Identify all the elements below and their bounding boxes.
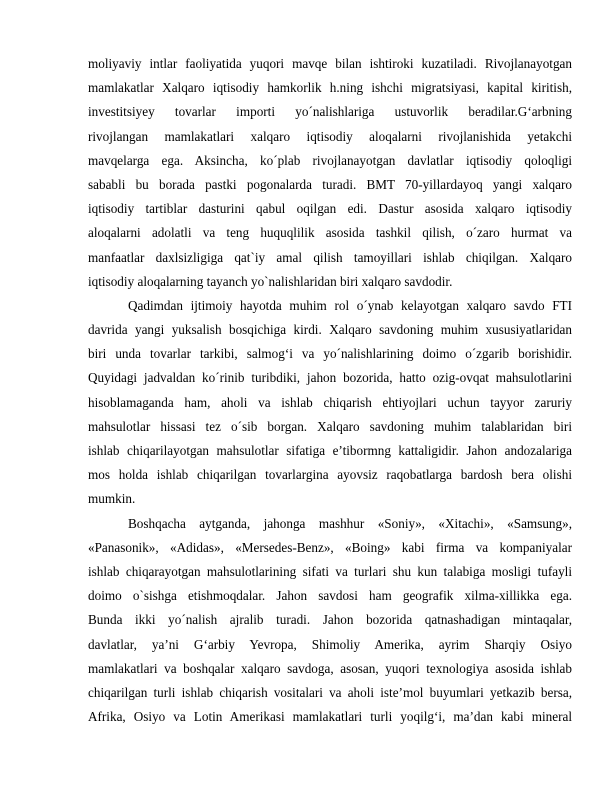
text-line: investitsiyey tovarlar importi yo´nalishlariga ustuvorlik beradilar.G‘arbning [88, 104, 572, 120]
text-line: iqtisodiy aloqalarning tayanch yo`nalishlaridan biri xalqaro savdodir. [88, 273, 453, 289]
text-line: moliyaviy intlar faoliyatida yuqori mavqe bilan ishtiroki kuzatiladi. Rivojlanayotgan [88, 56, 572, 71]
text-line: Afrika, Osiyo va Lotin Amerikasi mamlakatlari turli yoqilg‘i, ma’dan kabi mineral [88, 709, 572, 725]
text-line: Bunda ikki yo´nalish ajralib turadi. Jahon bozorida qatnashadigan mintaqalar, [88, 612, 572, 628]
text-line: Boshqacha aytganda, jahonga mashhur «Soniy», «Xitachi», «Samsung», [128, 515, 572, 531]
paragraph-3 [88, 512, 572, 730]
text-line: rivojlangan mamlakatlari xalqaro iqtisodiy aloqalarni rivojlanishida yetakchi [88, 128, 572, 144]
text-line: chiqarilgan turli ishlab chiqarish vositalari va aholi iste’mol buyumlari yetkazib bersa, [88, 684, 572, 700]
text-line: biri unda tovarlar tarkibi, salmog‘i va yo´nalishlarining doimo o´zgarib borishidir. [88, 346, 572, 362]
text-line: davrida yangi yuksalish bosqichiga kirdi. Xalqaro savdoning muhim xususiyatlaridan [88, 322, 572, 338]
text-line: sababli bu borada pastki pogonalarda turadi. BMT 70-yillardayoq yangi xalqaro [88, 176, 572, 192]
text-line: ishlab chiqarilayotgan mahsulotlar sifatiga e’tibormng kattaligidir. Jahon andozalariga [88, 443, 572, 458]
document-body-text [88, 52, 572, 729]
paragraph-1 [88, 52, 572, 294]
text-line: «Panasonik», «Adidas», «Mersedes-Benz», «Boing» kabi firma va kompaniyalar [88, 539, 572, 555]
text-line: mumkin. [88, 491, 136, 507]
text-line: Quyidagi jadvaldan ko´rinib turibdiki, jahon bozorida, hatto ozig-ovqat mahsulotlarini [88, 370, 572, 386]
text-line: mahsulotlar hissasi tez o´sib borgan. Xalqaro savdoning muhim talablaridan biri [88, 418, 572, 434]
text-line: ishlab chiqarayotgan mahsulotlarining sifati va turlari shu kun talabiga mosligi tufayli [88, 563, 572, 579]
text-line: mos holda ishlab chiqarilgan tovarlargina ayovsiz raqobatlarga bardosh bera olishi [88, 467, 572, 483]
text-line: Qadimdan ijtimoiy hayotda muhim rol o´ynab kelayotgan xalqaro savdo FTI [128, 297, 572, 313]
text-line: iqtisodiy tartiblar dasturini qabul oqilgan edi. Dastur asosida xalqaro iqtisodiy [88, 201, 572, 217]
text-line: davlatlar, ya’ni G‘arbiy Yevropa, Shimoliy Amerika, ayrim Sharqiy Osiyo [88, 636, 572, 652]
text-line: mamlakatlari va boshqalar xalqaro savdoga, asosan, yuqori texnologiya asosida ishlab [88, 660, 572, 676]
text-line: mavqelarga ega. Aksincha, ko´plab rivojlanayotgan davlatlar iqtisodiy qoloqligi [88, 152, 572, 168]
text-line: mamlakatlar Xalqaro iqtisodiy hamkorlik h.ning ishchi migratsiyasi, kapital kiritish, [88, 80, 572, 96]
text-line: manfaatlar daxlsizligiga qat`iy amal qilish tamoyillari ishlab chiqilgan. Xalqaro [88, 249, 572, 265]
paragraph-2 [88, 294, 572, 512]
text-line: doimo o`sishga etishmoqdalar. Jahon savdosi ham geografik xilma-xillikka ega. [88, 588, 572, 604]
text-line: hisoblamaganda ham, aholi va ishlab chiqarish ehtiyojlari uchun tayyor zaruriy [88, 394, 572, 410]
text-line: aloqalarni adolatli va teng huquqlilik asosida tashkil qilish, o´zaro hurmat va [88, 225, 572, 241]
